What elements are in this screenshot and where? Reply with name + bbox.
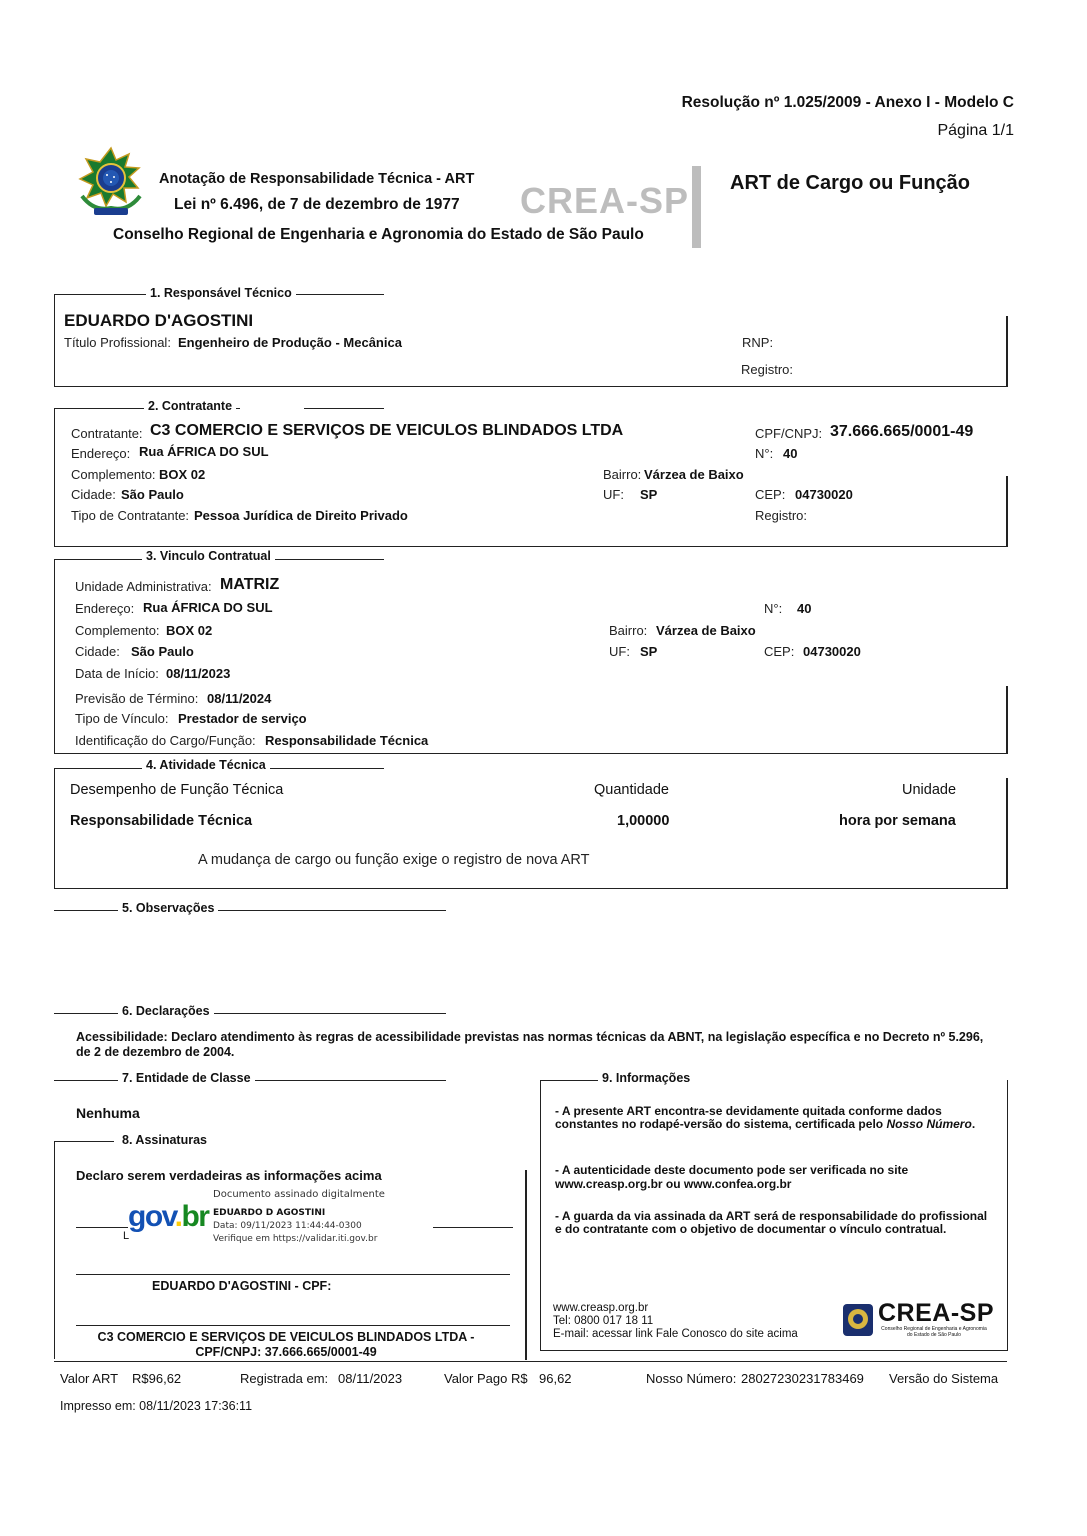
complemento-label: Complemento: [71, 467, 156, 482]
versao-sistema: Versão do Sistema [889, 1371, 999, 1386]
vinculo-cidade-label: Cidade: [75, 644, 120, 659]
numero-value: 40 [783, 446, 798, 461]
cidade-label: Cidade: [71, 487, 116, 502]
signature-line-2 [76, 1325, 510, 1326]
signature-2-line-2: CPF/CNPJ: 37.666.665/0001-49 [195, 1345, 377, 1359]
doc-assinado-text: Documento assinado digitalmente [213, 1189, 385, 1200]
entidade-value: Nenhuma [76, 1105, 140, 1121]
section-9-topline [540, 1080, 600, 1081]
vinculo-numero-label: N°: [764, 601, 783, 616]
vinculo-cep-value: 04730020 [803, 644, 861, 659]
section-2-rightline [1006, 476, 1008, 547]
section-4-rightline [1006, 778, 1008, 889]
sig-line-left [76, 1227, 128, 1228]
govbr-logo-br: br [181, 1200, 209, 1233]
registro-label: Registro: [741, 362, 794, 377]
info-p1-nosso-numero: Nosso Número [886, 1117, 972, 1131]
activity-col-header: Desempenho de Função Técnica [70, 782, 284, 798]
header-gray-bar [692, 166, 701, 248]
info-p1-line-2: constantes no rodapé-versão do sistema, certificada pelo Nosso Número. [555, 1117, 976, 1131]
vinculo-bairro-label: Bairro: [609, 623, 648, 638]
endereco-label: Endereço: [71, 446, 131, 461]
info-p3-line-1: - A guarda da via assinada da ART será de responsabilidade do profissional [555, 1209, 988, 1223]
crea-tel: Tel: 0800 017 18 11 [553, 1315, 654, 1327]
valor-pago-value: 96,62 [539, 1371, 572, 1386]
section-1-title: 1. Responsável Técnico [146, 286, 296, 300]
info-p1-line-1: - A presente ART encontra-se devidamente quitada conforme dados [555, 1104, 942, 1118]
endereco-value: Rua ÁFRICA DO SUL [139, 444, 269, 459]
declaracao-line-1: Acessibilidade: Declaro atendimento às regras de acessibilidade previstas nas normas técnicas da ABNT, na legislação específica e no Decreto nº 5.296, [76, 1030, 984, 1044]
titulo-value: Engenheiro de Produção - Mecânica [178, 335, 402, 350]
tipo-vinculo-value: Prestador de serviço [178, 711, 307, 726]
info-p1-text: constantes no rodapé-versão do sistema, certificada pelo [555, 1117, 884, 1131]
signature-2-line-1: C3 COMERCIO E SERVIÇOS DE VEICULOS BLINDADOS LTDA - [97, 1330, 475, 1344]
signer-name: EDUARDO D AGOSTINI [213, 1208, 326, 1218]
registrada-value: 08/11/2023 [338, 1371, 403, 1386]
unit-col-header: Unidade [902, 782, 957, 798]
crea-sp-footer-logo: CREA-SP [878, 1299, 995, 1327]
declaro-text: Declaro serem verdadeiras as informações acima [76, 1168, 382, 1183]
signature-1-label: EDUARDO D'AGOSTINI - CPF: [152, 1279, 332, 1293]
numero-label: N°: [755, 446, 774, 461]
tipo-vinculo-label: Tipo de Vínculo: [75, 711, 169, 726]
nosso-numero-value: 28027230231783469 [741, 1371, 864, 1386]
section-3-title: 3. Vinculo Contratual [142, 549, 275, 563]
cpf-label: CPF/CNPJ: [755, 426, 823, 441]
section-6-line [54, 1013, 446, 1014]
section-9-title: 9. Informações [598, 1071, 694, 1085]
art-title: Anotação de Responsabilidade Técnica - ART [159, 171, 475, 187]
vinculo-complemento-value: BOX 02 [166, 623, 213, 638]
govbr-logo [128, 1200, 208, 1234]
tipo-contratante-label: Tipo de Contratante: [71, 508, 190, 523]
bairro-value: Várzea de Baixo [644, 467, 744, 482]
quantity-value: 1,00000 [617, 813, 670, 829]
uf-value: SP [640, 487, 658, 502]
page-number: Página 1/1 [937, 122, 1014, 139]
uf-label: UF: [603, 487, 624, 502]
conselho-text: Conselho Regional de Engenharia e Agronomia do Estado de São Paulo [113, 226, 644, 243]
section-1-rightline [1006, 316, 1008, 387]
unidade-label: Unidade Administrativa: [75, 579, 212, 594]
section-3-rightline [1006, 686, 1008, 754]
bairro-label: Bairro: [603, 467, 642, 482]
quantity-col-header: Quantidade [594, 782, 669, 798]
cpf-value: 37.666.665/0001-49 [830, 423, 974, 440]
section-7-title: 7. Entidade de Classe [118, 1071, 255, 1085]
lei-text: Lei nº 6.496, de 7 de dezembro de 1977 [174, 196, 460, 213]
termino-value: 08/11/2024 [207, 691, 272, 706]
activity-value: Responsabilidade Técnica [70, 813, 253, 829]
titulo-label: Título Profissional: [64, 335, 171, 350]
responsavel-name: EDUARDO D'AGOSTINI [64, 311, 254, 330]
vinculo-uf-label: UF: [609, 644, 630, 659]
vinculo-endereco-label: Endereço: [75, 601, 135, 616]
cidade-value: São Paulo [121, 487, 184, 502]
vinculo-numero-value: 40 [797, 601, 812, 616]
govbr-logo-gov: gov [128, 1200, 175, 1233]
rnp-label: RNP: [742, 335, 774, 350]
sign-date: Data: 09/11/2023 11:44:44-0300 [213, 1221, 362, 1231]
section-8-rightline [525, 1170, 527, 1360]
valor-pago-label: Valor Pago R$ [444, 1371, 528, 1386]
cep-label: CEP: [755, 487, 786, 502]
cargo-label: Identificação do Cargo/Função: [75, 733, 256, 748]
crea-email: E-mail: acessar link Fale Conosco do site acima [553, 1328, 798, 1340]
brazil-coat-of-arms-icon [72, 146, 150, 222]
crea-sp-header-logo: CREA-SP [520, 180, 690, 221]
vinculo-bairro-value: Várzea de Baixo [656, 623, 756, 638]
footer-line [54, 1361, 1007, 1362]
resolucao-text: Resolução nº 1.025/2009 - Anexo I - Modelo C [681, 94, 1014, 111]
unit-value: hora por semana [839, 813, 956, 829]
contratante-label: Contratante: [71, 426, 143, 441]
inicio-label: Data de Início: [75, 666, 159, 681]
tipo-contratante-value: Pessoa Jurídica de Direito Privado [194, 508, 408, 523]
signature-line-1 [76, 1274, 510, 1275]
info-p3-line-2: e do contratante com o objetivo de documentar o vínculo contratual. [555, 1222, 947, 1236]
valor-art-label: Valor ART [60, 1371, 119, 1386]
section-2-gap [240, 402, 304, 414]
section-2-title: 2. Contratante [144, 399, 236, 413]
declaracao-line-2: de 2 de dezembro de 2004. [76, 1045, 235, 1059]
section-5-title: 5. Observações [118, 901, 218, 915]
cep-value: 04730020 [795, 487, 853, 502]
crea-emblem-icon [842, 1303, 874, 1337]
termino-label: Previsão de Término: [75, 691, 199, 706]
contratante-value: C3 COMERCIO E SERVIÇOS DE VEICULOS BLINDADOS LTDA [150, 422, 624, 439]
section-5-line [54, 910, 446, 911]
unidade-value: MATRIZ [220, 576, 280, 593]
registro-contratante-label: Registro: [755, 508, 808, 523]
info-p2-line-1: - A autenticidade deste documento pode ser verificada no site [555, 1163, 909, 1177]
info-p2-line-2: www.creasp.org.br ou www.confea.org.br [555, 1177, 792, 1191]
crea-site: www.creasp.org.br [553, 1302, 649, 1314]
govbr-logo-dot: . [174, 1200, 182, 1233]
art-type-title: ART de Cargo ou Função [730, 172, 970, 194]
vinculo-cidade-value: São Paulo [131, 644, 194, 659]
sig-corner-mark: L [123, 1230, 130, 1242]
vinculo-uf-value: SP [640, 644, 658, 659]
vinculo-complemento-label: Complemento: [75, 623, 160, 638]
verifique-text: Verifique em https://validar.iti.gov.br [213, 1234, 378, 1244]
valor-art-value: R$96,62 [132, 1371, 182, 1386]
section-8-title: 8. Assinaturas [118, 1133, 211, 1147]
activity-note: A mudança de cargo ou função exige o registro de nova ART [198, 852, 590, 868]
nosso-numero-label: Nosso Número: [646, 1371, 737, 1386]
complemento-value: BOX 02 [159, 467, 206, 482]
cargo-value: Responsabilidade Técnica [265, 733, 429, 748]
impresso-em: Impresso em: 08/11/2023 17:36:11 [60, 1399, 253, 1413]
sig-line-right [433, 1227, 513, 1228]
vinculo-cep-label: CEP: [764, 644, 795, 659]
registrada-label: Registrada em: [240, 1371, 329, 1386]
inicio-value: 08/11/2023 [166, 666, 231, 681]
section-8-topline [54, 1141, 114, 1142]
vinculo-endereco-value: Rua ÁFRICA DO SUL [143, 600, 273, 615]
crea-footer-subtitle: Conselho Regional de Engenharia e Agronomia do Estado de São Paulo [881, 1326, 987, 1338]
section-4-title: 4. Atividade Técnica [142, 758, 270, 772]
section-6-title: 6. Declarações [118, 1004, 214, 1018]
